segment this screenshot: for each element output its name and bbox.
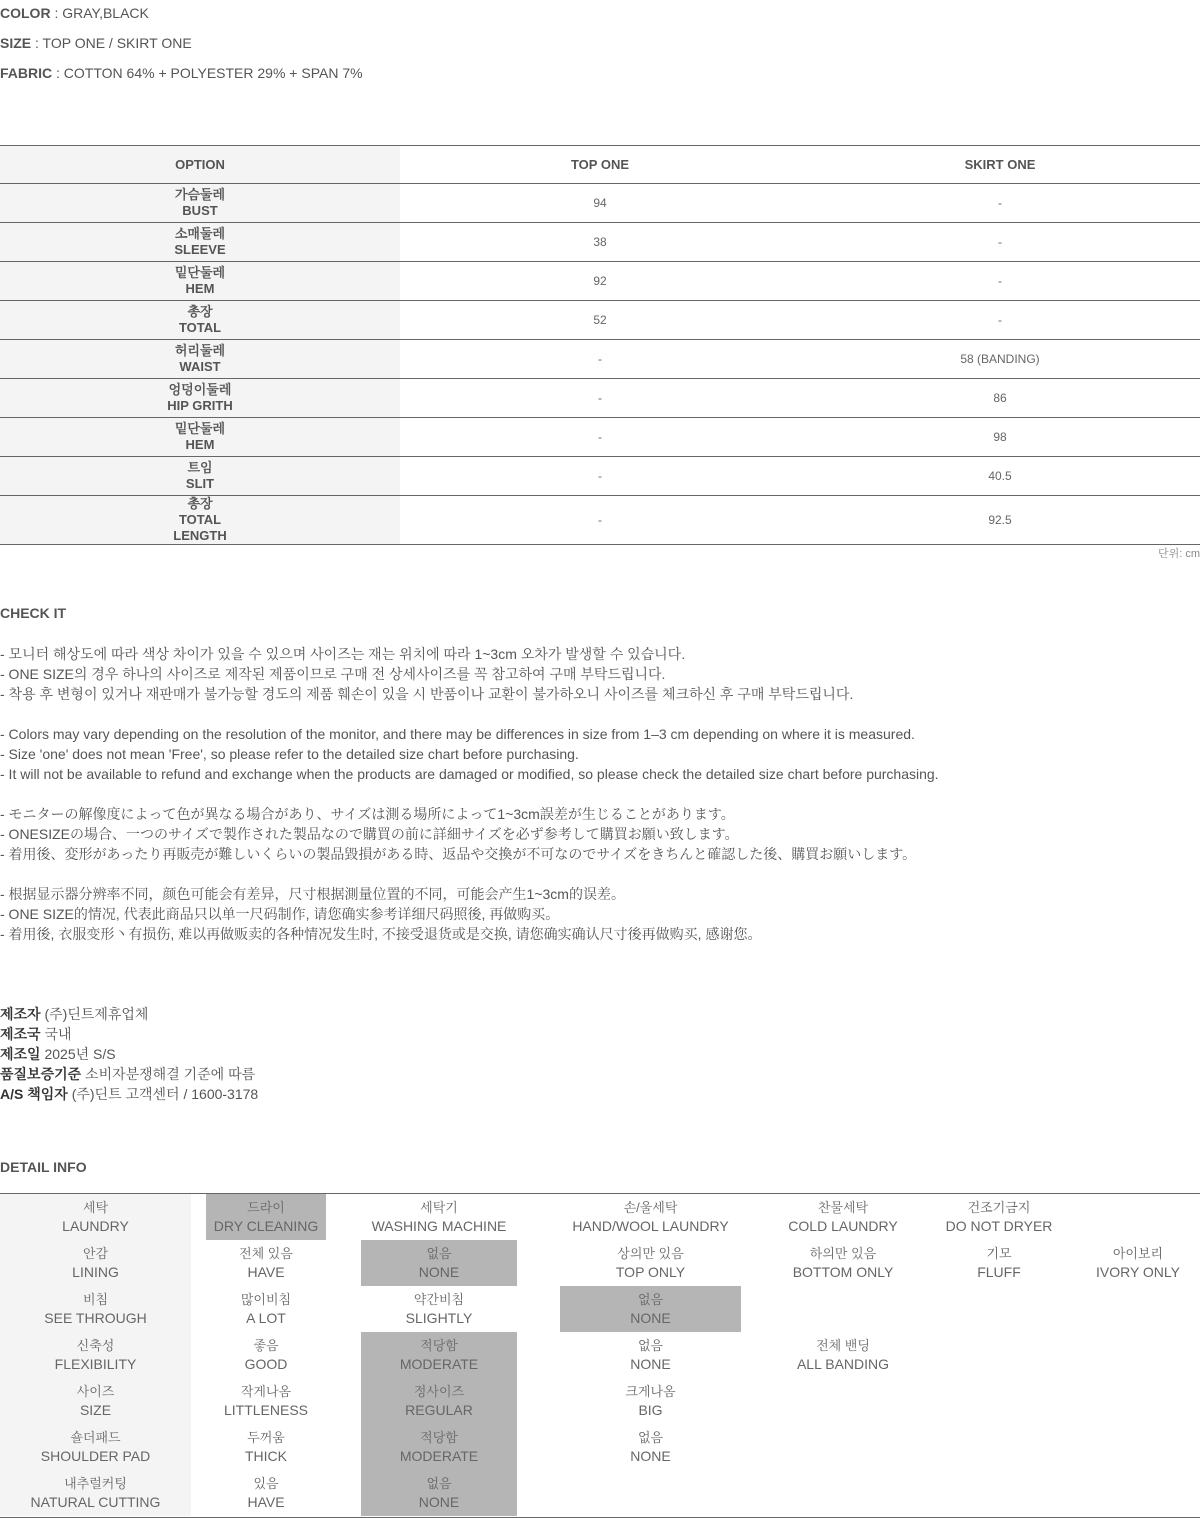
size-value: : TOP ONE / SKIRT ONE (31, 35, 192, 51)
detail-label-ko: 안감 (82, 1246, 109, 1261)
size-key: SIZE (0, 35, 32, 51)
detail-option (760, 1332, 926, 1378)
manufacturer-value: (주)딘트제휴업체 (40, 1006, 149, 1022)
detail-label-ko: 사이즈 (76, 1384, 115, 1399)
option-en: TOTAL (178, 320, 222, 335)
top-one-value: 92 (593, 274, 607, 288)
detail-row-label (0, 1378, 191, 1424)
detail-option-en: MODERATE (399, 1356, 479, 1372)
manufacturer-value: 소비자분쟁해결 기준에 따름 (81, 1066, 256, 1082)
size-table-row (0, 339, 1200, 378)
option-en: HIP GRITH (167, 398, 233, 413)
check-it-line: - It will not be available to refund and exchange when the products are damaged or modified, so please check the detailed size chart before purchasing. (0, 766, 939, 782)
detail-option-en: NONE (418, 1494, 460, 1510)
manufacturer-line (0, 1084, 258, 1104)
detail-label-ko: 숄더패드 (70, 1430, 121, 1445)
detail-option-selected (361, 1240, 517, 1286)
size-table-row (0, 222, 1200, 261)
detail-row (0, 1332, 1200, 1378)
check-it-line: - 根据显示器分辨率不同，颜色可能会有差异，尺寸根据測量位置的不同，可能会产生1~3cm的误差。 (0, 886, 625, 902)
check-it-line: - 着用後、変形があったり再販売が難しいくらいの製品毀損がある時、返品や交換が不可なのでサイズをきちんと確認した後、購買お願いします。 (0, 846, 917, 862)
detail-option-ko: 약간비침 (413, 1292, 465, 1307)
detail-option-en: COLD LAUNDRY (788, 1218, 898, 1234)
skirt-one-value: - (998, 235, 1002, 249)
detail-option-selected (361, 1424, 517, 1470)
check-it-line: - Colors may vary depending on the resolution of the monitor, and there may be differences in size from 1–3 cm depending on where it is measured. (0, 726, 915, 742)
color-value: : GRAY,BLACK (50, 5, 149, 21)
manufacturer-line (0, 1064, 255, 1084)
detail-option-en: NONE (630, 1310, 671, 1326)
header-option: OPTION (0, 146, 400, 183)
detail-option-selected (206, 1194, 326, 1240)
detail-row-label (0, 1470, 191, 1516)
detail-option (926, 1240, 1072, 1286)
top-one-value: 94 (593, 196, 607, 210)
detail-option-ko: 전체 밴딩 (816, 1338, 870, 1353)
detail-option-en: ALL BANDING (796, 1356, 890, 1372)
detail-option (206, 1470, 326, 1516)
detail-option-en: IVORY ONLY (1095, 1264, 1181, 1280)
option-ko: 총장 (187, 496, 213, 511)
detail-info-title: DETAIL INFO (0, 1159, 87, 1175)
detail-info-table (0, 1193, 1200, 1518)
skirt-one-value: - (998, 196, 1002, 210)
detail-label-ko: 세탁 (82, 1200, 109, 1215)
detail-option-en: TOP ONLY (615, 1264, 686, 1280)
size-table-row (0, 183, 1200, 222)
size-option-label (0, 223, 400, 261)
check-it-line: - ONE SIZE的情况, 代表此商品只以单一尺码制作, 请您确实参考详细尺码照後, 再做购买。 (0, 906, 560, 922)
size-table-row (0, 261, 1200, 300)
option-en: WAIST (179, 359, 221, 374)
detail-option-en: NONE (630, 1448, 671, 1464)
detail-option (206, 1378, 326, 1424)
detail-option-ko: 작게나옴 (240, 1384, 292, 1399)
detail-option-selected (361, 1470, 517, 1516)
detail-option-ko: 없음 (426, 1246, 452, 1261)
top-one-value: 38 (593, 235, 607, 249)
top-one-value: - (598, 391, 602, 405)
size-table (0, 145, 1200, 545)
detail-option (560, 1424, 741, 1470)
detail-option-selected (560, 1286, 741, 1332)
detail-option-ko: 크게나옴 (625, 1384, 676, 1399)
detail-label-en: SEE THROUGH (44, 1310, 147, 1326)
size-table-row (0, 417, 1200, 456)
check-it-line: - ONE SIZE의 경우 하나의 사이즈로 제작된 제품이므로 구매 전 상세사이즈를 꼭 참고하여 구매 부탁드립니다. (0, 666, 666, 682)
manufacturer-key: A/S 책임자 (0, 1086, 68, 1102)
detail-option-en: NONE (418, 1264, 460, 1280)
detail-option-en: LITTLENESS (223, 1402, 309, 1418)
detail-option-ko: 세탁기 (420, 1200, 458, 1215)
fabric-info (0, 63, 363, 83)
color-info (0, 3, 149, 23)
detail-option-ko: 있음 (253, 1476, 279, 1491)
option-ko: 총장 (187, 304, 213, 319)
manufacturer-line (0, 1024, 72, 1044)
option-ko: 트임 (187, 460, 213, 475)
detail-option-ko: 없음 (637, 1338, 664, 1353)
skirt-one-value: 92.5 (988, 513, 1012, 527)
size-info (0, 33, 192, 53)
option-ko: 밑단둘레 (174, 421, 226, 436)
detail-option-ko: 하의만 있음 (809, 1246, 877, 1261)
check-it-line: - Size 'one' does not mean 'Free', so please refer to the detailed size chart before purchasing. (0, 746, 579, 762)
detail-option-selected (361, 1378, 517, 1424)
detail-option-ko: 손/울세탁 (623, 1200, 678, 1215)
detail-option (926, 1194, 1072, 1240)
size-table-row (0, 300, 1200, 339)
manufacturer-line (0, 1004, 148, 1024)
size-option-label (0, 301, 400, 339)
detail-option-en: BIG (638, 1402, 663, 1418)
manufacturer-key: 품질보증기준 (0, 1066, 82, 1082)
detail-option-en: GOOD (244, 1356, 288, 1372)
color-key: COLOR (0, 5, 51, 21)
detail-option-ko: 아이보리 (1112, 1246, 1164, 1261)
size-table-header (0, 146, 1200, 183)
size-option-label (0, 262, 400, 300)
option-en: SLIT (185, 476, 215, 491)
detail-option-en: SLIGHTLY (405, 1310, 473, 1326)
detail-option-ko: 정사이즈 (413, 1384, 465, 1399)
detail-option-ko: 상의만 있음 (617, 1246, 684, 1261)
detail-option-en: THICK (245, 1448, 287, 1464)
detail-row-label (0, 1286, 191, 1332)
detail-option (206, 1286, 326, 1332)
detail-label-en: LAUNDRY (62, 1218, 129, 1234)
manufacturer-line (0, 1044, 116, 1064)
check-it-line: - 모니터 해상도에 따라 색상 차이가 있을 수 있으며 사이즈는 재는 위치에 따라 1~3cm 오차가 발생할 수 있습니다. (0, 646, 686, 662)
detail-option-en: WASHING MACHINE (371, 1218, 507, 1234)
size-option-label (0, 457, 400, 495)
check-it-line: - ONESIZEの場合、一つのサイズで製作された製品なので購買の前に詳細サイズを必ず参考して購買お願い致します。 (0, 826, 739, 842)
top-one-value: - (598, 352, 602, 366)
skirt-one-value: - (998, 274, 1002, 288)
check-it-line: - 着用後, 衣服变形丶有损伤, 难以再做贩卖的各种情况发生时, 不接受退货或是交换, 请您确实确认尺寸後再做购买, 感谢您。 (0, 926, 762, 942)
top-one-value: - (598, 430, 602, 444)
detail-option (361, 1286, 517, 1332)
detail-row-label (0, 1240, 191, 1286)
detail-option-en: HAVE (247, 1264, 285, 1280)
size-table-row (0, 456, 1200, 495)
manufacturer-value: 2025년 S/S (40, 1046, 116, 1062)
detail-option-en: MODERATE (399, 1448, 479, 1464)
detail-option-en: A LOT (246, 1310, 286, 1326)
detail-option (560, 1240, 741, 1286)
top-one-value: - (598, 469, 602, 483)
skirt-one-value: 98 (993, 430, 1007, 444)
detail-option (760, 1194, 926, 1240)
detail-label-ko: 비침 (82, 1292, 109, 1307)
manufacturer-key: 제조일 (0, 1046, 41, 1062)
option-en: HEM (185, 437, 215, 452)
top-one-value: - (598, 513, 602, 527)
header-top-one: TOP ONE (570, 157, 630, 172)
check-it-title: CHECK IT (0, 605, 67, 621)
detail-option (206, 1332, 326, 1378)
size-option-label (0, 418, 400, 456)
detail-option (560, 1332, 741, 1378)
detail-label-ko: 신축성 (76, 1338, 115, 1353)
manufacturer-value: (주)딘트 고객센터 / 1600-3178 (67, 1086, 259, 1102)
detail-row (0, 1470, 1200, 1516)
size-table-row (0, 378, 1200, 417)
detail-option-ko: 두꺼움 (247, 1430, 285, 1445)
detail-option-en: NONE (630, 1356, 671, 1372)
detail-label-en: NATURAL CUTTING (30, 1494, 161, 1510)
detail-row-label (0, 1332, 191, 1378)
detail-option-ko: 드라이 (247, 1200, 285, 1215)
detail-row (0, 1378, 1200, 1424)
detail-label-en: LINING (72, 1264, 119, 1280)
option-en: HEM (185, 281, 215, 296)
detail-option-ko: 기모 (986, 1246, 1012, 1261)
skirt-one-value: 40.5 (988, 469, 1012, 483)
detail-option-selected (361, 1332, 517, 1378)
detail-row (0, 1194, 1200, 1240)
detail-label-en: SHOULDER PAD (40, 1448, 151, 1464)
option-en-line2: LENGTH (173, 528, 227, 543)
detail-row (0, 1240, 1200, 1286)
manufacturer-key: 제조자 (0, 1006, 41, 1022)
option-ko: 소매둘레 (174, 226, 226, 241)
skirt-one-value: - (998, 313, 1002, 327)
option-ko: 가슴둘레 (174, 187, 226, 202)
manufacturer-key: 제조국 (0, 1026, 41, 1042)
detail-option-ko: 없음 (426, 1476, 452, 1491)
detail-option-en: DO NOT DRYER (945, 1218, 1053, 1234)
detail-option-en: HAVE (247, 1494, 285, 1510)
detail-option-ko: 없음 (637, 1292, 664, 1307)
top-one-value: 52 (593, 313, 607, 327)
detail-option (361, 1194, 517, 1240)
fabric-value: : COTTON 64% + POLYESTER 29% + SPAN 7% (52, 65, 363, 81)
option-en: TOTAL (178, 512, 222, 527)
detail-option (206, 1240, 326, 1286)
detail-row-label (0, 1194, 191, 1240)
size-table-row (0, 495, 1200, 544)
detail-option-ko: 많이비침 (240, 1292, 292, 1307)
manufacturer-value: 국내 (40, 1026, 72, 1042)
header-skirt-one: SKIRT ONE (964, 157, 1036, 172)
detail-option (760, 1240, 926, 1286)
detail-option (560, 1194, 741, 1240)
detail-option-ko: 건조기금지 (967, 1200, 1031, 1215)
detail-option-ko: 적당함 (420, 1430, 458, 1445)
check-it-line: - モニターの解像度によって色が異なる場合があり、サイズは測る場所によって1~3cm誤差が生じることがあります。 (0, 806, 735, 822)
detail-option (1076, 1240, 1200, 1286)
option-en: BUST (182, 203, 218, 218)
detail-option-ko: 적당함 (420, 1338, 458, 1353)
fabric-key: FABRIC (0, 65, 53, 81)
detail-label-ko: 내추럴커팅 (64, 1476, 127, 1491)
option-ko: 밑단둘레 (174, 265, 226, 280)
detail-option-en: REGULAR (405, 1402, 473, 1418)
size-option-label (0, 496, 400, 544)
detail-option-ko: 좋음 (253, 1338, 279, 1353)
size-option-label (0, 184, 400, 222)
option-en: SLEEVE (174, 242, 226, 257)
size-option-label (0, 379, 400, 417)
skirt-one-value: 86 (993, 391, 1007, 405)
detail-label-en: SIZE (79, 1402, 112, 1418)
detail-option-ko: 전체 있음 (239, 1246, 293, 1261)
detail-option-ko: 찬물세탁 (817, 1200, 869, 1215)
detail-label-en: FLEXIBILITY (54, 1356, 137, 1372)
detail-row (0, 1286, 1200, 1332)
check-it-line: - 착용 후 변형이 있거나 재판매가 불가능할 경도의 제품 훼손이 있을 시 반품이나 교환이 불가하오니 사이즈를 체크하신 후 구매 부탁드립니다. (0, 686, 854, 702)
option-ko: 엉덩이둘레 (168, 382, 232, 397)
detail-option-en: HAND/WOOL LAUNDRY (572, 1218, 729, 1234)
detail-option-en: DRY CLEANING (213, 1218, 319, 1234)
detail-option (560, 1378, 741, 1424)
skirt-one-value: 58 (BANDING) (960, 352, 1040, 366)
option-ko: 허리둘레 (174, 343, 226, 358)
detail-row-label (0, 1424, 191, 1470)
unit-label: 단위: cm (1157, 548, 1200, 560)
detail-option-en: FLUFF (977, 1264, 1021, 1280)
detail-row (0, 1424, 1200, 1470)
detail-option-ko: 없음 (637, 1430, 664, 1445)
detail-option (206, 1424, 326, 1470)
size-option-label (0, 340, 400, 378)
detail-option-en: BOTTOM ONLY (792, 1264, 894, 1280)
